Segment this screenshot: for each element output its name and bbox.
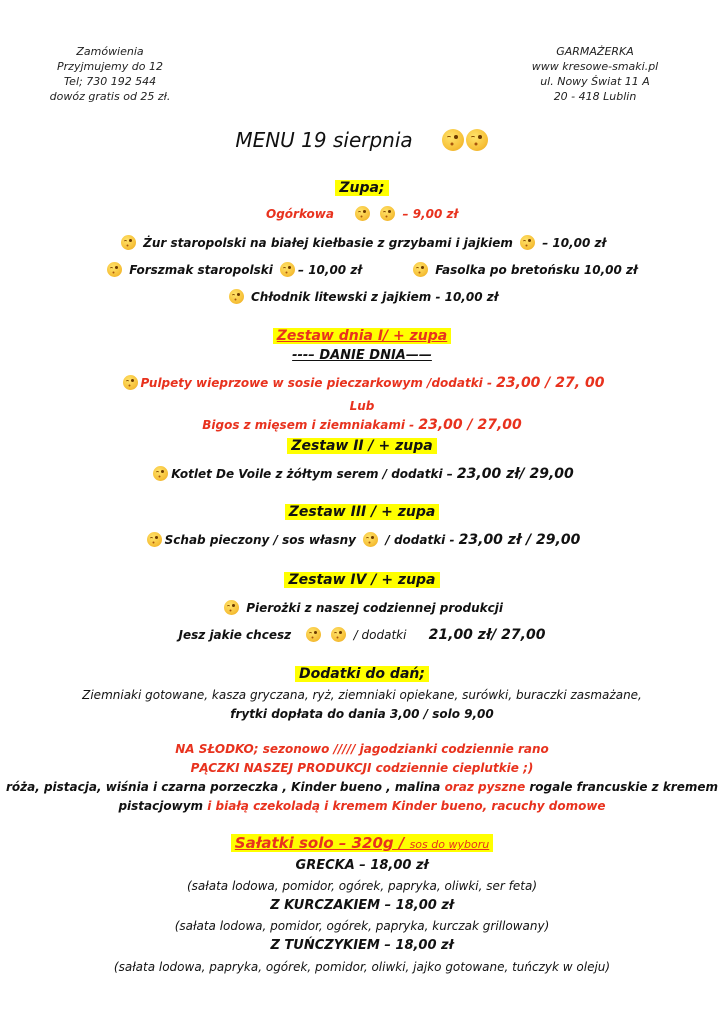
wink-emoji-icon [413,262,428,277]
wink-emoji-icon [520,235,535,250]
shop-info [510,44,680,104]
set3-heading: Zestaw III / + zupa [285,504,440,520]
soup-forszmak: Forszmak staropolski [129,263,273,277]
soup-forszmak-price: – 10,00 zł [298,263,362,277]
set1-dish2-price: 23,00 / 27,00 [418,417,522,433]
sides-heading: Dodatki do dań; [295,666,429,682]
set4-heading-row [0,572,724,588]
soup-zur-row [0,235,724,250]
set4-heading: Zestaw IV / + zupa [284,572,439,588]
soup-fasolka-row [410,262,638,277]
header-left-line: Przyjmujemy do 12 [57,60,163,73]
sweets-line4-b: i białą czekoladą i kremem Kinder bueno, racuchy domowe [207,799,606,813]
wink-emoji-icon [107,262,122,277]
header-left-line: Zamówienia [76,45,144,58]
set1-or: Lub [349,399,375,413]
set1-dish2-row [0,417,724,433]
sweets-line1-row [0,742,724,756]
sweets-line3-a: róża, pistacja, wiśnia i czarna porzeczka , Kinder bueno , malina [5,780,445,794]
set2-dish: Kotlet De Voile z żółtym serem / dodatki – [171,467,457,481]
wink-emoji-icon [306,627,321,642]
salad-desc: (sałata lodowa, pomidor, ogórek, papryka, oliwki, ser feta) [186,879,537,893]
set1-subheading-row [0,348,724,363]
wink-emoji-icon [147,532,162,547]
set4-dish-row [0,600,724,615]
contact-info [30,44,190,104]
salads-heading-small: sos do wyboru [409,838,490,851]
set3-dish-b: / dodatki - [381,533,459,547]
set1-subheading: ---– DANIE DNIA—— [292,348,432,363]
set4-line2-row [0,627,724,643]
sweets-line3-row [0,780,724,794]
salad-desc-row [0,960,724,974]
salad-name: GRECKA – 18,00 zł [295,858,429,873]
set1-or-row [0,399,724,413]
header-left-line: Tel; 730 192 544 [63,75,157,88]
set1-dish1-price: 23,00 / 27, 00 [496,375,605,391]
wink-emoji-icon [442,129,464,151]
set3-heading-row [0,504,724,520]
set3-dish-a: Schab pieczony / sos własny [164,533,357,547]
header-right-line: GARMAŻERKA [556,45,634,58]
set1-heading: Zestaw dnia I/ + zupa [273,328,451,344]
salad-name-row [0,938,724,953]
soup-zur: Żur staropolski na białej kiełbasie z grzybami i jajkiem [143,236,513,250]
soup-zur-price: – 10,00 zł [542,236,607,250]
header-left-line: dowóz gratis od 25 zł. [49,90,171,103]
salad-name: Z TUŃCZYKIEM – 18,00 zł [270,938,454,953]
salads-heading-row [0,834,724,852]
wink-emoji-icon [363,532,378,547]
sides-line2: frytki dopłata do dania 3,00 / solo 9,00 [230,707,494,721]
sweets-line2-row [0,761,724,775]
wink-emoji-icon [123,375,138,390]
salad-desc: (sałata lodowa, pomidor, ogórek, papryka, kurczak grillowany) [174,919,550,933]
salad-desc-row [0,919,724,933]
set4-dish: Pierożki z naszej codziennej produkcji [246,601,503,615]
soup-special-row [0,206,724,221]
sides-heading-row [0,666,724,682]
soup-chlodnik-row [0,289,724,304]
sides-line2-row [0,707,724,721]
wink-emoji-icon [466,129,488,151]
salads-heading: Sałatki solo – 320g / [234,834,410,852]
salads-heading-box [231,834,493,852]
set1-dish1-row [0,375,724,391]
wink-emoji-icon [331,627,346,642]
set3-price: 23,00 zł / 29,00 [458,532,581,548]
sweets-line3-c: rogale francuskie z kremem [529,780,719,794]
wink-emoji-icon [153,466,168,481]
wink-emoji-icon [121,235,136,250]
header-right-line: www kresowe-smaki.pl [531,60,659,73]
wink-emoji-icon [280,262,295,277]
set2-heading: Zestaw II / + zupa [287,438,436,454]
sweets-line2: PĄCZKI NASZEJ PRODUKCJI codziennie cieplutkie ;) [190,761,534,775]
salad-name-row [0,898,724,913]
soup-heading-row [0,180,724,196]
header-right-line: ul. Nowy Świat 11 A [540,75,650,88]
set4-line2-b: / dodatki [353,628,407,642]
wink-emoji-icon [224,600,239,615]
sweets-line3-b: oraz pyszne [444,780,530,794]
sides-line1: Ziemniaki gotowane, kasza gryczana, ryż, ziemniaki opiekane, surówki, buraczki zasmażane, [82,688,642,702]
set2-dish-row [0,466,724,482]
soup-fasolka: Fasolka po bretońsku 10,00 zł [435,263,638,277]
set4-price: 21,00 zł/ 27,00 [428,627,546,643]
salad-name-row [0,858,724,873]
set1-dish1: Pulpety wieprzowe w sosie pieczarkowym /dodatki - [140,376,497,390]
soup-forszmak-row [104,262,362,277]
soup-heading: Zupa; [335,180,388,196]
soup-chlodnik: Chłodnik litewski z jajkiem - 10,00 zł [250,290,499,304]
wink-emoji-icon [380,206,395,221]
set2-price: 23,00 zł/ 29,00 [456,466,574,482]
set1-heading-row [0,328,724,344]
sweets-line4-row [0,799,724,813]
soup-special-price: – 9,00 zł [402,207,458,221]
wink-emoji-icon [355,206,370,221]
set2-heading-row [0,438,724,454]
salad-desc-row [0,879,724,893]
set3-dish-row [0,532,724,548]
salad-name: Z KURCZAKIEM – 18,00 zł [270,898,454,913]
soup-special-name: Ogórkowa [266,207,334,221]
set4-line2-a: Jesz jakie chcesz [178,628,292,642]
header-right-line: 20 - 418 Lublin [553,90,637,103]
sides-line1-row [0,688,724,702]
menu-title-row [0,128,724,152]
set1-dish2: Bigos z mięsem i ziemniakami - [202,418,419,432]
wink-emoji-icon [229,289,244,304]
menu-title: MENU 19 sierpnia [235,128,413,152]
sweets-line1: NA SŁODKO; sezonowo ///// jagodzianki codziennie rano [175,742,549,756]
sweets-line4-a: pistacjowym [118,799,208,813]
salad-desc: (sałata lodowa, papryka, ogórek, pomidor, oliwki, jajko gotowane, tuńczyk w oleju) [113,960,611,974]
